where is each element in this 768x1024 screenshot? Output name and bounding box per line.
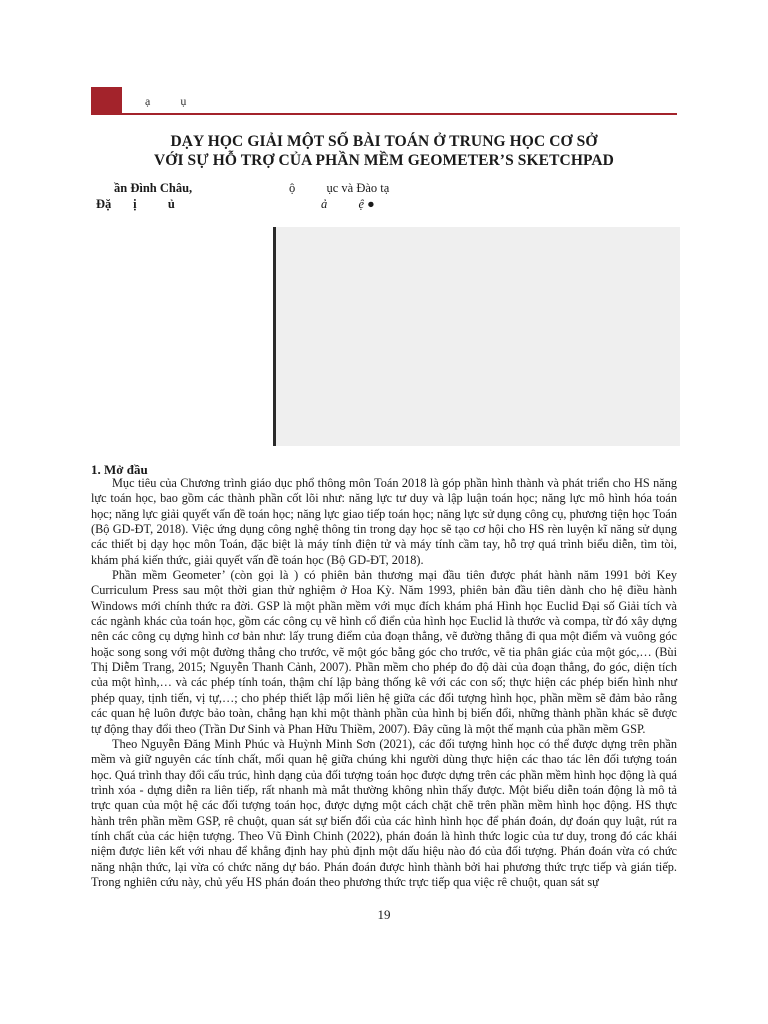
paragraph: Phần mềm Geometer’ (còn gọi là ) có phiên bản thương mại đầu tiên được phát hành năm 1991 bởi Key Curriculum Press sau một thời gian thử nghiệm ở Hoa Kỳ. Năm 1993, phiên bản đầu tiên dành cho hệ điều hành Windows mới chính thức ra đời. GSP là một phần mềm với mục đích khám phá Hình học Euclid Đại số Giải tích và các ngành khác của toán học, gồm các công cụ vẽ hình cổ điển của hình học Euclid là thước và compa, từ đó xây dựng nên các công cụ dựng hình cơ bản như: lấy trung điểm của đoạn thẳng, vẽ đường thẳng đi qua một điểm và vuông góc hoặc song song với một đường thẳng cho trước, vẽ một góc bằng góc cho trước, vẽ tia phân giác của một góc,… (Bùi Thị Diễm Trang, 2015; Nguyễn Thanh Cảnh, 2007). Phần mềm cho phép đo độ dài của đoạn thẳng, đo góc, diện tích của một hình,… và các phép tính toán, thậm chí lập bảng thống kê với các con số; thực hiện các phép biến hình như phép quay, tịnh tiến, vị tự,…; cho phép thiết lập mối liên hệ giữa các đối tượng hình học, phần mềm sẽ đảm bảo rằng các quan hệ luôn được bảo toàn, chẳng hạn khi một thành phần của hình bị biến đổi, những thành phần khác sẽ được tự động thay đổi theo (Trần Dư Sinh và Phan Hữu Thiềm, 2007). Đây cũng là một thế mạnh của phần mềm GSP. bbox=[91, 568, 677, 736]
abstract-box bbox=[273, 227, 680, 446]
page-number: 19 bbox=[377, 907, 391, 922]
article-title-line-2: VỚI SỰ HỖ TRỢ CỦA PHẦN MỀM GEOMETER’S SKETCHPAD bbox=[154, 152, 614, 169]
author-name: ần Đình Châu, bbox=[114, 181, 193, 195]
journal-header-block bbox=[91, 87, 122, 114]
paragraph: Mục tiêu của Chương trình giáo dục phổ thông môn Toán 2018 là góp phần hình thành và phát triển cho HS năng lực toán học, bao gồm các thành phần cốt lõi như: năng lực tư duy và lập luận toán học; năng lực mô hình hóa toán học; năng lực giải quyết vấn đề toán học; năng lực giao tiếp toán học; năng lực sử dụng công cụ, phương tiện học Toán (Bộ GD-ĐT, 2018). Việc ứng dụng công nghệ thông tin trong dạy học sẽ tạo cơ hội cho HS rèn luyện kĩ năng sử dụng các thiết bị dạy học môn Toán, đặc biệt là máy tính điện tử và máy tính cầm tay, hỗ trợ quá trình biểu diễn, tìm tòi, khám phá kiến thức, giải quyết vấn đề toán học (Bộ GD-ĐT, 2018). bbox=[91, 476, 677, 567]
section-heading: 1. Mở đầu bbox=[91, 462, 148, 477]
author-affiliation: ộ ục và Đào tạ bbox=[289, 181, 390, 195]
header-rule bbox=[91, 113, 677, 115]
running-title: ạ ụ bbox=[145, 94, 187, 108]
co-author-name: Đặ ị ủ bbox=[96, 197, 175, 211]
article-title-line-1: DẠY HỌC GIẢI MỘT SỐ BÀI TOÁN Ở TRUNG HỌC CƠ SỞ bbox=[170, 133, 598, 150]
co-author-affiliation: ả ệ ● bbox=[321, 197, 375, 211]
body-text bbox=[91, 476, 677, 890]
paragraph: Theo Nguyễn Đăng Minh Phúc và Huỳnh Minh Sơn (2021), các đối tượng hình học có thể được dựng trên phần mềm và giữ nguyên các tính chất, mối quan hệ giữa chúng khi người dùng thực hiện các thao tác lên đối tượng toán học. Quá trình thay đổi cấu trúc, hình dạng của đối tượng toán học được dựng trên các phần mềm hình học động là quá trình xóa - dựng diễn ra liên tiếp, rất nhanh mà mắt thường không nhìn thấy được. Một biểu diễn toán động là mô tả trực quan của một hệ các đối tượng toán học, được dựng một cách chặt chẽ trên phần mềm hình học động. HS thực hành trên phần mềm GSP, rê chuột, quan sát sự biến đổi của các hình hình học để phán đoán, dự đoán quy luật, rút ra tính chất của các hiện tượng. Theo Vũ Đình Chinh (2022), phán đoán là hình thức logic của tư duy, trong đó các khái niệm được liên kết với nhau để khẳng định hay phủ định một dấu hiệu nào đó của đối tượng. Phán đoán vừa có chức năng nhận thức, lại vừa có chức năng dự báo. Phán đoán được hình thành bởi hai phương thức trực tiếp và gián tiếp. Trong nghiên cứu này, chủ yếu HS phán đoán theo phương thức trực tiếp qua việc rê chuột, quan sát sự bbox=[91, 736, 677, 889]
